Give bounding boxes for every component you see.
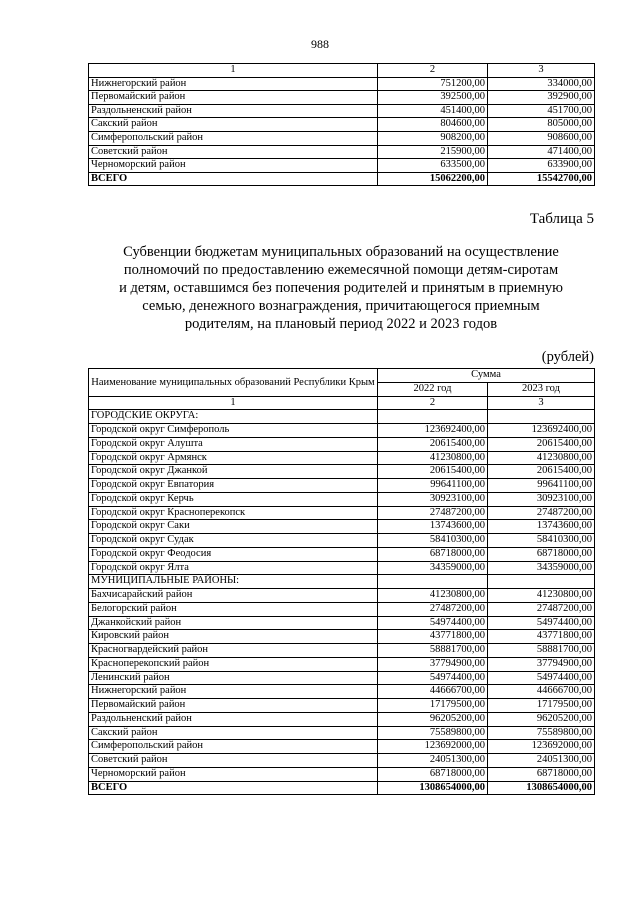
row-name-cell: ВСЕГО: [89, 781, 378, 795]
table-row: [89, 479, 595, 493]
header-year-2023: 2023 год: [488, 382, 595, 396]
table-row: [89, 437, 595, 451]
row-value-cell: 392500,00: [378, 91, 488, 105]
row-value-cell: 68718000,00: [378, 547, 488, 561]
title-line: семью, денежного вознаграждения, причитающегося приемным: [142, 298, 540, 314]
section-header-row: [89, 575, 595, 589]
table-row: [89, 685, 595, 699]
table-row: [89, 451, 595, 465]
row-name-cell: Городской округ Джанкой: [89, 465, 378, 479]
row-value-cell: 34359000,00: [378, 561, 488, 575]
row-name-cell: Городской округ Саки: [89, 520, 378, 534]
row-name-cell: Сакский район: [89, 118, 378, 132]
table-row: [89, 77, 595, 91]
table-row: [89, 131, 595, 145]
row-value-cell: 1308654000,00: [378, 781, 488, 795]
table-row: [89, 465, 595, 479]
table-row: [89, 712, 595, 726]
row-name-cell: Нижнегорский район: [89, 685, 378, 699]
table-row: [89, 754, 595, 768]
row-value-cell: 123692400,00: [488, 424, 595, 438]
row-name-cell: Кировский район: [89, 630, 378, 644]
row-value-cell: 451400,00: [378, 104, 488, 118]
row-value-cell: 96205200,00: [378, 712, 488, 726]
empty-cell: [378, 410, 488, 424]
row-name-cell: Симферопольский район: [89, 740, 378, 754]
row-value-cell: 633500,00: [378, 159, 488, 173]
row-value-cell: 908200,00: [378, 131, 488, 145]
table-row: [89, 740, 595, 754]
row-value-cell: 41230800,00: [488, 451, 595, 465]
row-value-cell: 37794900,00: [488, 657, 595, 671]
row-name-cell: Советский район: [89, 754, 378, 768]
document-title: [88, 243, 594, 333]
row-name-cell: Городской округ Керчь: [89, 492, 378, 506]
empty-cell: [488, 575, 595, 589]
top-col-number: 3: [488, 64, 595, 78]
row-value-cell: 68718000,00: [488, 767, 595, 781]
top-table-header-row: [89, 64, 595, 78]
table-row: [89, 506, 595, 520]
table-row: [89, 657, 595, 671]
row-value-cell: 13743600,00: [488, 520, 595, 534]
top-col-number: 2: [378, 64, 488, 78]
table-label: Таблица 5: [529, 211, 594, 227]
table-row: [89, 145, 595, 159]
row-value-cell: 804600,00: [378, 118, 488, 132]
row-name-cell: Городской округ Ялта: [89, 561, 378, 575]
row-name-cell: Городской округ Феодосия: [89, 547, 378, 561]
row-value-cell: 37794900,00: [378, 657, 488, 671]
header-name: Наименование муниципальных образований Республики Крым: [89, 369, 378, 397]
table-row: [89, 547, 595, 561]
row-value-cell: 44666700,00: [378, 685, 488, 699]
row-value-cell: 20615400,00: [488, 465, 595, 479]
row-name-cell: Городской округ Армянск: [89, 451, 378, 465]
table-row: [89, 616, 595, 630]
table-row: [89, 726, 595, 740]
table-row: [89, 91, 595, 105]
row-value-cell: 17179500,00: [488, 699, 595, 713]
units-label: (рублей): [541, 349, 594, 365]
total-row: [89, 172, 595, 186]
row-name-cell: Красногвардейский район: [89, 644, 378, 658]
row-name-cell: Бахчисарайский район: [89, 589, 378, 603]
title-line: Субвенции бюджетам муниципальных образований на осуществление: [123, 244, 559, 260]
row-value-cell: 75589800,00: [488, 726, 595, 740]
row-name-cell: Джанкойский район: [89, 616, 378, 630]
row-value-cell: 68718000,00: [488, 547, 595, 561]
row-value-cell: 123692000,00: [378, 740, 488, 754]
row-value-cell: 99641100,00: [488, 479, 595, 493]
section-header-row: [89, 410, 595, 424]
row-value-cell: 123692000,00: [488, 740, 595, 754]
main-table-body: [89, 369, 595, 795]
title-line: и детям, оставшимся без попечения родителей и принятым в приемную: [119, 280, 563, 296]
row-value-cell: 43771800,00: [488, 630, 595, 644]
row-value-cell: 1308654000,00: [488, 781, 595, 795]
row-value-cell: 471400,00: [488, 145, 595, 159]
row-name-cell: Первомайский район: [89, 699, 378, 713]
title-line: полномочий по предоставлению ежемесячной помощи детям-сиротам: [123, 262, 559, 278]
row-name-cell: Сакский район: [89, 726, 378, 740]
row-value-cell: 20615400,00: [378, 437, 488, 451]
row-value-cell: 58881700,00: [378, 644, 488, 658]
row-value-cell: 75589800,00: [378, 726, 488, 740]
row-value-cell: 58410300,00: [488, 534, 595, 548]
row-name-cell: Красноперекопский район: [89, 657, 378, 671]
row-value-cell: 34359000,00: [488, 561, 595, 575]
row-value-cell: 54974400,00: [488, 616, 595, 630]
row-value-cell: 27487200,00: [488, 506, 595, 520]
row-value-cell: 99641100,00: [378, 479, 488, 493]
row-name-cell: Первомайский район: [89, 91, 378, 105]
table-row: [89, 492, 595, 506]
table-row: [89, 520, 595, 534]
row-name-cell: Ленинский район: [89, 671, 378, 685]
table-row: [89, 699, 595, 713]
table-row: [89, 767, 595, 781]
table-row: [89, 534, 595, 548]
row-value-cell: 54974400,00: [378, 616, 488, 630]
row-value-cell: 633900,00: [488, 159, 595, 173]
table-row: [89, 671, 595, 685]
main-col-number: 2: [378, 396, 488, 410]
row-value-cell: 24051300,00: [378, 754, 488, 768]
row-name-cell: Городской округ Красноперекопск: [89, 506, 378, 520]
row-value-cell: 20615400,00: [378, 465, 488, 479]
row-name-cell: Черноморский район: [89, 767, 378, 781]
row-value-cell: 805000,00: [488, 118, 595, 132]
row-value-cell: 27487200,00: [488, 602, 595, 616]
top-table: [88, 63, 595, 186]
row-name-cell: Городской округ Симферополь: [89, 424, 378, 438]
row-value-cell: 54974400,00: [488, 671, 595, 685]
header-year-2022: 2022 год: [378, 382, 488, 396]
row-value-cell: 334000,00: [488, 77, 595, 91]
row-value-cell: 27487200,00: [378, 602, 488, 616]
row-value-cell: 15542700,00: [488, 172, 595, 186]
table-row: [89, 630, 595, 644]
table-row: [89, 104, 595, 118]
total-row: [89, 781, 595, 795]
row-name-cell: Городской округ Алушта: [89, 437, 378, 451]
main-table: [88, 368, 595, 795]
title-line: родителям, на плановый период 2022 и 2023 годов: [184, 316, 498, 332]
row-name-cell: Черноморский район: [89, 159, 378, 173]
row-value-cell: 392900,00: [488, 91, 595, 105]
row-value-cell: 908600,00: [488, 131, 595, 145]
row-value-cell: 30923100,00: [488, 492, 595, 506]
row-value-cell: 27487200,00: [378, 506, 488, 520]
table-row: [89, 159, 595, 173]
row-value-cell: 96205200,00: [488, 712, 595, 726]
row-value-cell: 215900,00: [378, 145, 488, 159]
row-value-cell: 17179500,00: [378, 699, 488, 713]
table-row: [89, 561, 595, 575]
row-value-cell: 451700,00: [488, 104, 595, 118]
row-value-cell: 24051300,00: [488, 754, 595, 768]
main-table-header-row: [89, 369, 595, 383]
row-name-cell: ВСЕГО: [89, 172, 378, 186]
row-value-cell: 41230800,00: [378, 589, 488, 603]
row-value-cell: 41230800,00: [378, 451, 488, 465]
row-value-cell: 123692400,00: [378, 424, 488, 438]
section-header: МУНИЦИПАЛЬНЫЕ РАЙОНЫ:: [89, 575, 378, 589]
row-value-cell: 44666700,00: [488, 685, 595, 699]
main-table-colnum-row: [89, 396, 595, 410]
row-name-cell: Городской округ Евпатория: [89, 479, 378, 493]
header-sum: Сумма: [378, 369, 595, 383]
row-value-cell: 13743600,00: [378, 520, 488, 534]
row-name-cell: Белогорский район: [89, 602, 378, 616]
row-value-cell: 43771800,00: [378, 630, 488, 644]
page-number: 988: [311, 37, 329, 51]
row-name-cell: Нижнегорский район: [89, 77, 378, 91]
main-col-number: 3: [488, 396, 595, 410]
empty-cell: [378, 575, 488, 589]
row-name-cell: Городской округ Судак: [89, 534, 378, 548]
row-name-cell: Симферопольский район: [89, 131, 378, 145]
row-value-cell: 751200,00: [378, 77, 488, 91]
row-value-cell: 68718000,00: [378, 767, 488, 781]
table-row: [89, 589, 595, 603]
table-row: [89, 424, 595, 438]
row-value-cell: 20615400,00: [488, 437, 595, 451]
section-header: ГОРОДСКИЕ ОКРУГА:: [89, 410, 378, 424]
table-row: [89, 644, 595, 658]
row-name-cell: Раздольненский район: [89, 712, 378, 726]
row-value-cell: 58881700,00: [488, 644, 595, 658]
row-value-cell: 58410300,00: [378, 534, 488, 548]
row-value-cell: 15062200,00: [378, 172, 488, 186]
table-row: [89, 602, 595, 616]
empty-cell: [488, 410, 595, 424]
row-value-cell: 41230800,00: [488, 589, 595, 603]
row-value-cell: 54974400,00: [378, 671, 488, 685]
row-value-cell: 30923100,00: [378, 492, 488, 506]
row-name-cell: Советский район: [89, 145, 378, 159]
top-col-number: 1: [89, 64, 378, 78]
table-row: [89, 118, 595, 132]
top-table-body: [89, 64, 595, 186]
main-col-number: 1: [89, 396, 378, 410]
row-name-cell: Раздольненский район: [89, 104, 378, 118]
